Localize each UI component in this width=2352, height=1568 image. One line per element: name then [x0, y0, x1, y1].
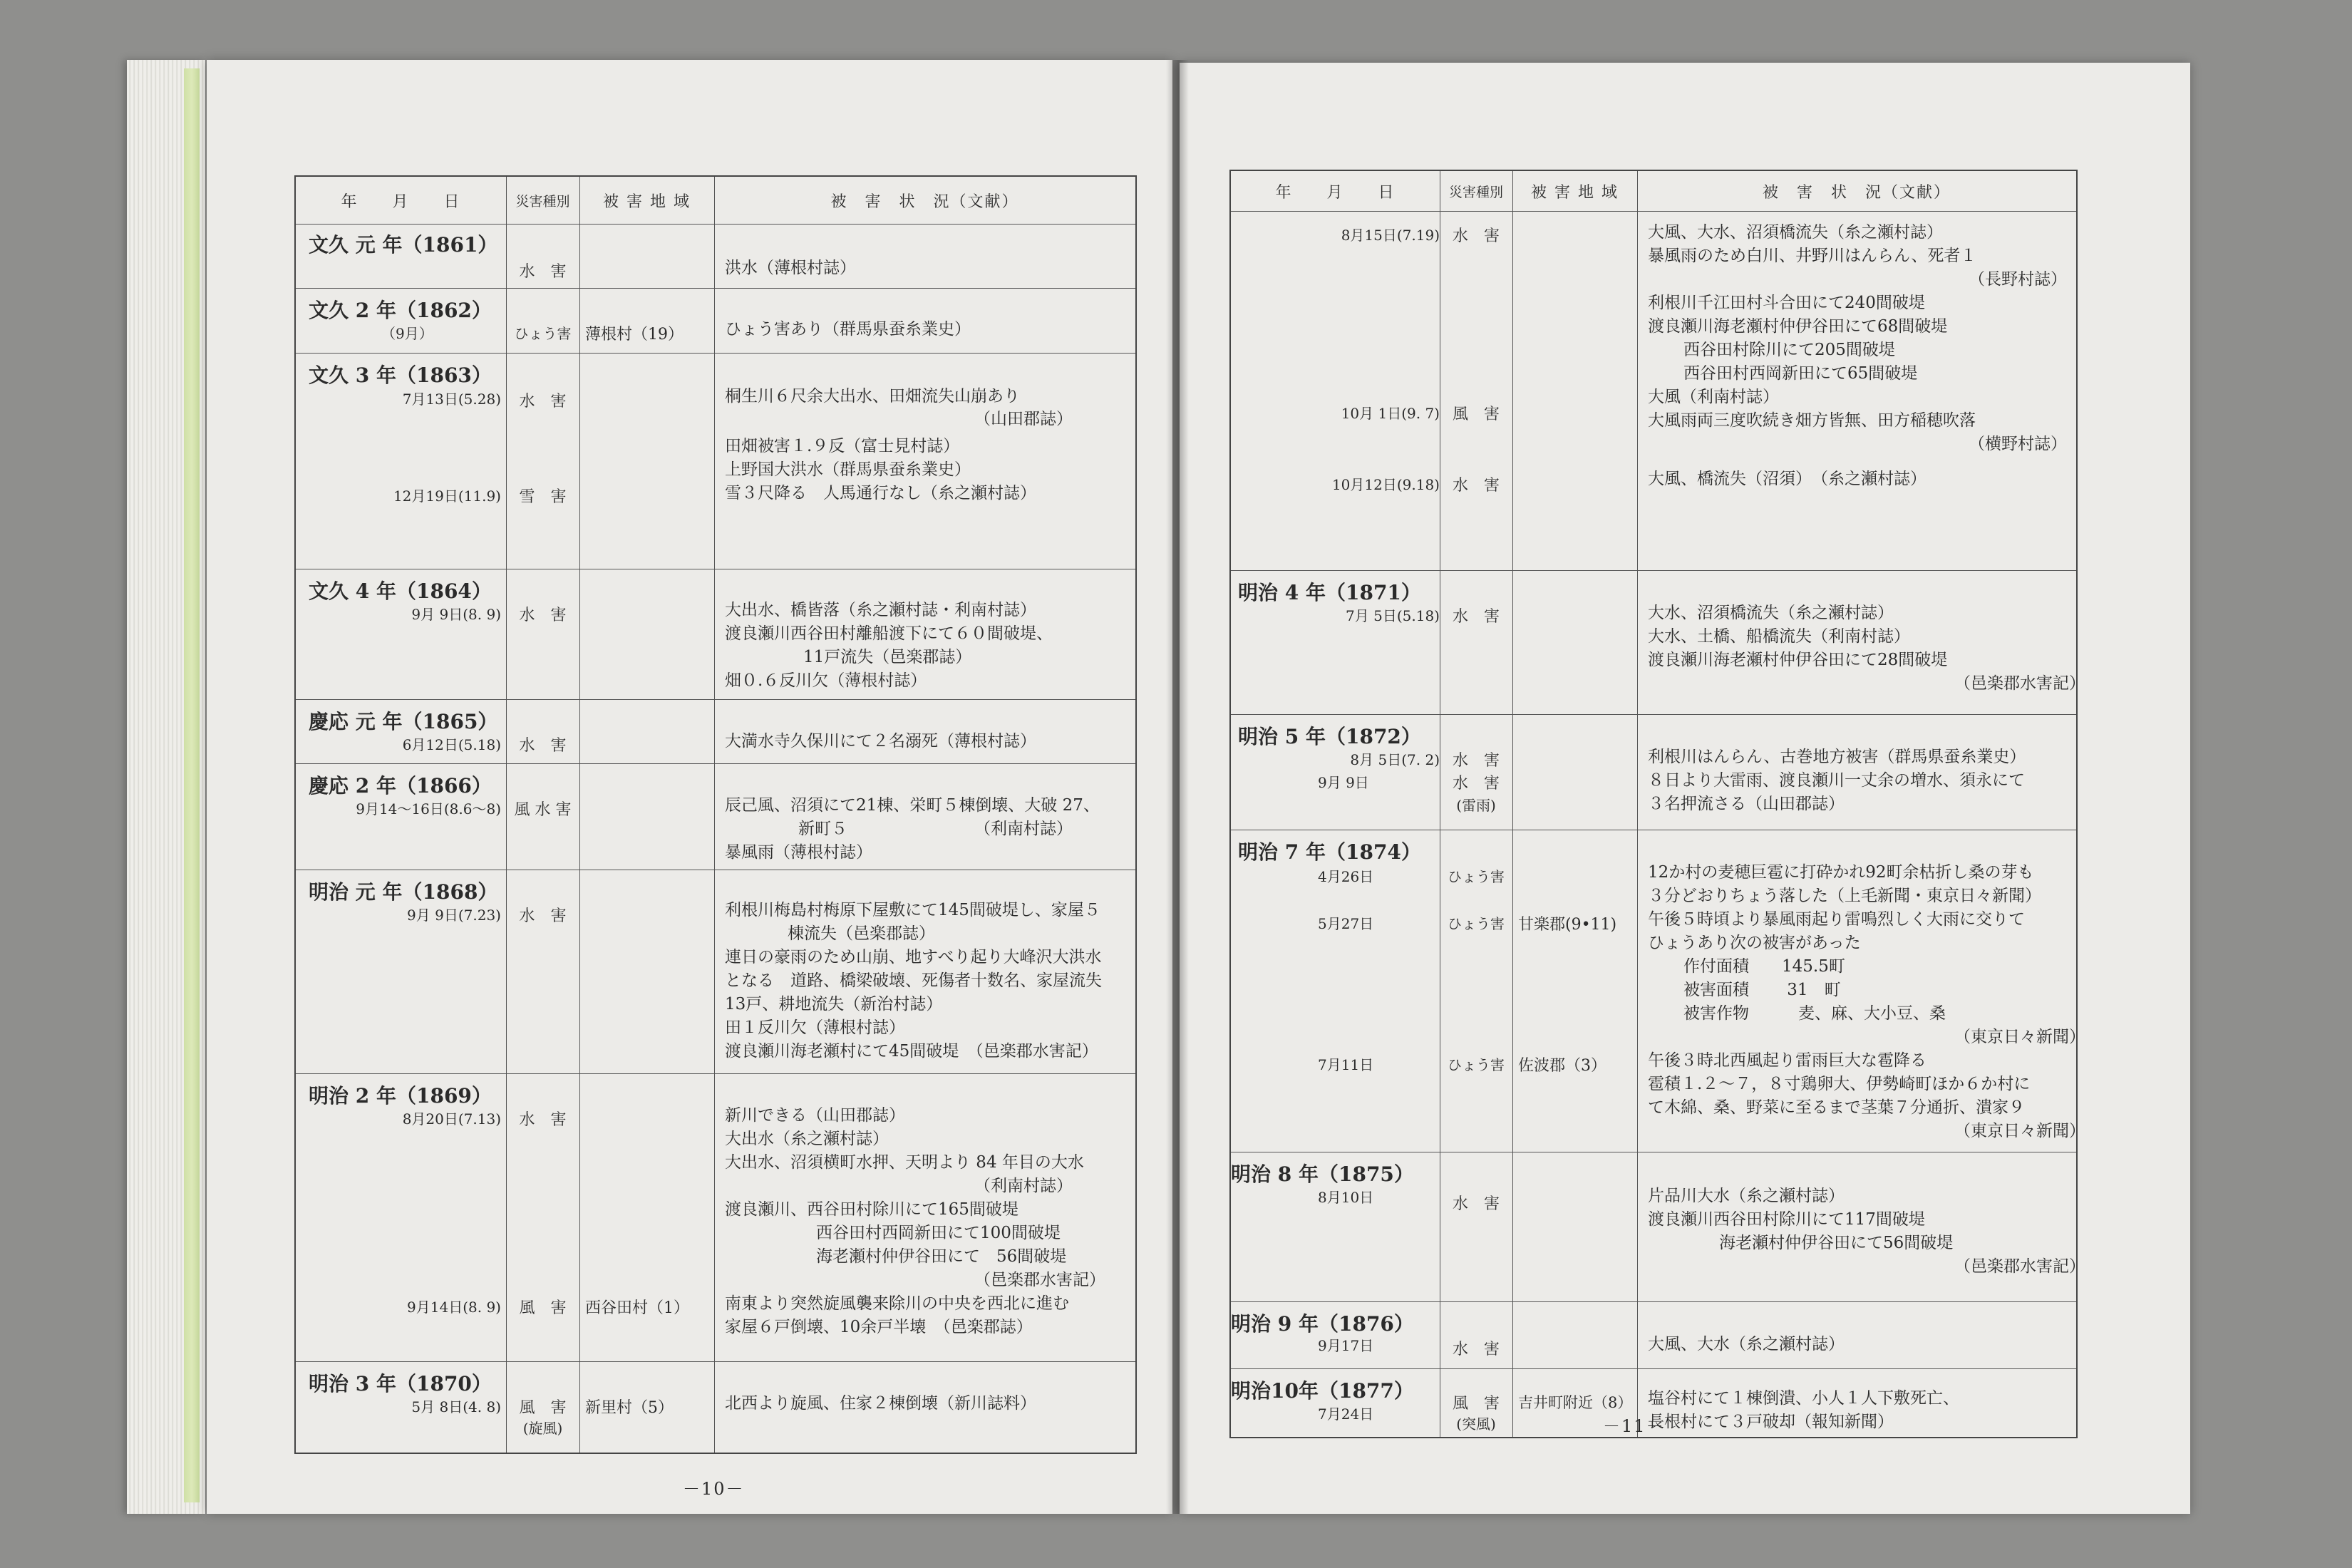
- affected-region: 甘楽郡(9•11): [1518, 916, 1617, 934]
- detail-line: 西谷田村除川にて205間破堤: [1683, 341, 1895, 359]
- detail-line: 午後３時北西風起り雷雨巨大な雹降る: [1648, 1051, 1927, 1070]
- detail-line: 西谷田村西岡新田にて100間破堤: [816, 1224, 1061, 1242]
- detail-line: て木綿、桑、野菜に至るまで茎葉７分通折、潰家９: [1648, 1098, 2025, 1117]
- affected-region: 佐波郡（3）: [1518, 1057, 1606, 1075]
- detail-line: 大風雨両三度吹続き畑方皆無、田方稲穂吹落: [1648, 411, 1976, 430]
- date-detail: 9月 9日(8. 9): [411, 606, 501, 623]
- date-detail: 8月10日: [1318, 1189, 1374, 1206]
- header-category: 災害種別: [515, 193, 570, 210]
- detail-line: 大風、橋流失（沼須） （糸之瀬村誌）: [1648, 470, 1927, 488]
- disaster-category: 雪 害: [519, 488, 567, 506]
- page-number: －11－: [1603, 1416, 1665, 1436]
- date-detail: 12月19日(11.9): [393, 488, 501, 505]
- date-detail: 5月 8日(4. 8): [411, 1398, 501, 1415]
- date-detail: 8月 5日(7. 2): [1350, 751, 1440, 768]
- detail-line: 大出水（糸之瀬村誌）: [725, 1130, 889, 1148]
- left-disaster-table: [294, 175, 1137, 1454]
- era-label: 明治10年（1877）: [1231, 1379, 1414, 1403]
- disaster-category: 水 害: [519, 1111, 567, 1129]
- detail-line: （邑楽郡水害記）: [974, 1271, 1105, 1289]
- detail-line: 西谷田村西岡新田にて65間破堤: [1683, 364, 1918, 383]
- detail-line: 塩谷村にて１棟倒潰、小人１人下敷死亡、: [1648, 1389, 1959, 1408]
- era-label: 文久 元 年（1861）: [309, 233, 498, 257]
- detail-line: 渡良瀬川、西谷田村除川にて165間破堤: [725, 1200, 1018, 1219]
- detail-line: 大水、沼須橋流失（糸之瀬村誌）: [1648, 604, 1894, 622]
- disaster-category: 水 害: [519, 263, 567, 281]
- affected-region: 新里村（5）: [585, 1399, 674, 1417]
- detail-line: 新川できる（山田郡誌）: [725, 1106, 905, 1125]
- date-detail: 9月14〜16日(8.6〜8): [356, 800, 501, 817]
- right-disaster-table: [1229, 170, 2085, 1438]
- disaster-category-note: (旋風): [522, 1420, 563, 1437]
- detail-line: 田畑被害１.９反（富士見村誌）: [725, 437, 960, 455]
- detail-line: 棟流失（邑楽郡誌）: [788, 924, 935, 943]
- header-date: 年 月 日: [341, 192, 461, 211]
- era-label: 文久 4 年（1864）: [309, 579, 492, 603]
- era-label: 文久 3 年（1863）: [309, 363, 492, 387]
- disaster-category: 水 害: [519, 907, 567, 925]
- disaster-category-note: (雷雨): [1456, 797, 1496, 814]
- book-gutter: [1166, 60, 1189, 1514]
- detail-line: ８日より大雷雨、渡良瀬川一丈余の増水、須永にて: [1648, 771, 2025, 790]
- disaster-category: ひょう害: [514, 325, 572, 342]
- disaster-category: 風 害: [519, 1299, 567, 1317]
- era-label: 慶応 元 年（1865）: [309, 710, 498, 733]
- disaster-category-note: (突風): [1456, 1415, 1496, 1433]
- era-label: 明治 9 年（1876）: [1231, 1312, 1414, 1336]
- era-label: 明治 3 年（1870）: [309, 1372, 492, 1396]
- detail-line: ひょう害あり（群馬県蚕糸業史）: [725, 320, 971, 339]
- detail-line: 大水、土橋、船橋流失（利南村誌）: [1648, 627, 1910, 646]
- detail-line: （利南村誌）: [974, 1177, 1073, 1195]
- detail-line: ３分どおりちょう落した（上毛新聞・東京日々新聞）: [1648, 887, 2041, 905]
- disaster-category: 風 害: [519, 1399, 567, 1417]
- disaster-category: 水 害: [519, 393, 567, 411]
- header-region: 被 害 地 域: [1531, 183, 1619, 202]
- detail-line: ひょうあり次の被害があった: [1648, 934, 1861, 952]
- date-detail: 8月15日(7.19): [1341, 227, 1440, 244]
- detail-line: 家屋６戸倒壊、10余戸半壊 （邑楽郡誌）: [725, 1318, 1033, 1336]
- detail-line: 長根村にて３戸破却（報知新聞）: [1648, 1413, 1894, 1431]
- detail-line: （山田郡誌）: [974, 410, 1073, 428]
- affected-region: 吉井町附近（8）: [1518, 1394, 1633, 1411]
- detail-line: 片品川大水（糸之瀬村誌）: [1648, 1187, 1845, 1205]
- date-detail: 9月 9日(7.23): [407, 907, 501, 924]
- detail-line: 大風、大水（糸之瀬村誌）: [1648, 1335, 1845, 1353]
- detail-line: となる 道路、橋梁破壊、死傷者十数名、家屋流失: [725, 971, 1102, 990]
- date-detail: 10月 1日(9. 7): [1341, 405, 1440, 422]
- detail-line: 利根川はんらん、古巻地方被害（群馬県蚕糸業史）: [1648, 748, 2026, 766]
- date-detail: 7月11日: [1318, 1056, 1374, 1073]
- detail-line: 大風、大水、沼須橋流失（糸之瀬村誌）: [1648, 223, 1943, 242]
- disaster-category: 水 害: [1452, 608, 1500, 626]
- disaster-category: ひょう害: [1448, 1056, 1505, 1073]
- era-label: 明治 元 年（1868）: [309, 880, 498, 904]
- disaster-category: 水 害: [1452, 775, 1500, 793]
- disaster-category: 風 水 害: [514, 801, 572, 819]
- detail-line: （東京日々新聞）: [1954, 1122, 2085, 1140]
- detail-line: 被害面積 31 町: [1683, 981, 1841, 999]
- date-detail: 10月12日(9.18): [1331, 476, 1440, 493]
- date-detail: 9月14日(8. 9): [407, 1299, 501, 1316]
- detail-line: ３名押流さる（山田郡誌）: [1648, 795, 1845, 813]
- header-details: 被 害 状 況（文献）: [830, 192, 1019, 211]
- detail-line: 11戸流失（邑楽郡誌）: [803, 648, 972, 666]
- disaster-category: 水 害: [1452, 1195, 1500, 1213]
- affected-region: 薄根村（19）: [585, 326, 684, 344]
- header-date: 年 月 日: [1275, 183, 1396, 202]
- detail-line: 大風（利南村誌）: [1648, 388, 1779, 406]
- detail-line: 洪水（薄根村誌）: [725, 259, 856, 277]
- affected-region: 西谷田村（1）: [585, 1299, 689, 1317]
- colored-page-edge: [184, 68, 200, 1502]
- detail-line: 大出水、橋皆落（糸之瀬村誌・利南村誌）: [725, 601, 1036, 619]
- era-label: 明治 2 年（1869）: [309, 1084, 492, 1108]
- era-label: 文久 2 年（1862）: [309, 299, 492, 322]
- disaster-category: 水 害: [1452, 227, 1500, 245]
- disaster-category: 水 害: [1452, 1341, 1500, 1358]
- detail-line: 雪３尺降る 人馬通行なし（糸之瀬村誌）: [725, 484, 1036, 502]
- detail-line: 南東より突然旋風襲来除川の中央を西北に進む: [725, 1294, 1069, 1313]
- date-detail: 4月26日: [1318, 868, 1374, 885]
- detail-line: 渡良瀬川西谷田村離船渡下にて６０間破堤、: [725, 624, 1053, 643]
- header-region: 被 害 地 域: [603, 192, 691, 211]
- date-detail: 9月 9日: [1318, 774, 1369, 791]
- detail-line: 辰己風、沼須にて21棟、栄町５棟倒壊、大破 27、: [725, 796, 1100, 815]
- disaster-category: 風 害: [1452, 1395, 1500, 1413]
- disaster-category: 水 害: [519, 607, 567, 624]
- era-label: 明治 5 年（1872）: [1238, 725, 1421, 748]
- detail-line: 渡良瀬川西谷田村除川にて117間破堤: [1648, 1210, 1925, 1229]
- detail-line: （長野村誌）: [1969, 270, 2067, 289]
- detail-line: 田１反川欠（薄根村誌）: [725, 1018, 905, 1037]
- era-label: 明治 4 年（1871）: [1238, 581, 1421, 604]
- date-detail: 9月17日: [1318, 1337, 1374, 1354]
- detail-line: 海老瀬村仲伊谷田にて 56間破堤: [816, 1247, 1067, 1266]
- detail-line: 渡良瀬川海老瀬村仲伊谷田にて68間破堤: [1648, 317, 1948, 336]
- detail-line: （利南村誌）: [974, 820, 1073, 838]
- date-detail: 8月20日(7.13): [402, 1110, 501, 1128]
- detail-line: 被害作物 麦、麻、大小豆、桑: [1683, 1004, 1946, 1023]
- era-label: 明治 8 年（1875）: [1231, 1162, 1414, 1186]
- detail-line: （横野村誌）: [1969, 435, 2067, 453]
- date-detail: （9月）: [381, 325, 433, 342]
- disaster-category: 水 害: [1452, 752, 1500, 770]
- detail-line: 畑０.６反川欠（薄根村誌）: [725, 671, 927, 690]
- era-label: 明治 7 年（1874）: [1238, 840, 1421, 864]
- detail-line: 大満水寺久保川にて２名溺死（薄根村誌）: [725, 732, 1036, 751]
- detail-line: 利根川梅島村梅原下屋敷にて145間破堤し、家屋５: [725, 901, 1100, 919]
- disaster-category: 水 害: [1452, 477, 1500, 495]
- detail-line: 12か村の麦穂巨雹に打砕かれ92町余枯折し桑の芽も: [1648, 863, 2034, 882]
- date-detail: 7月24日: [1318, 1405, 1374, 1423]
- detail-line: 海老瀬村仲伊谷田にて56間破堤: [1719, 1234, 1954, 1252]
- detail-line: 作付面積 145.5町: [1683, 957, 1845, 976]
- date-detail: 5月27日: [1318, 915, 1374, 932]
- detail-line: （邑楽郡水害記）: [1954, 674, 2085, 693]
- era-label: 慶応 2 年（1866）: [309, 774, 492, 798]
- detail-line: 新町５: [798, 820, 847, 838]
- detail-line: （邑楽郡水害記）: [1954, 1257, 2085, 1276]
- left-page: [207, 60, 1172, 1514]
- detail-line: 渡良瀬川海老瀬村にて45間破堤 （邑楽郡水害記）: [725, 1042, 1098, 1061]
- detail-line: （東京日々新聞）: [1954, 1028, 2085, 1046]
- detail-line: 午後５時頃より暴風雨起り雷鳴烈しく大雨に交りて: [1648, 910, 2025, 929]
- header-category: 災害種別: [1448, 184, 1503, 200]
- detail-line: 大出水、沼須横町水押、天明より 84 年目の大水: [725, 1153, 1084, 1172]
- disaster-category: ひょう害: [1448, 868, 1505, 885]
- detail-line: 暴風雨（薄根村誌）: [725, 843, 872, 862]
- disaster-category: ひょう害: [1448, 915, 1505, 932]
- detail-line: 北西より旋風、住家２棟倒壊（新川誌料）: [725, 1394, 1036, 1413]
- detail-line: 上野国大洪水（群馬県蚕糸業史）: [725, 460, 971, 479]
- disaster-category: 風 害: [1452, 406, 1500, 423]
- date-detail: 7月13日(5.28): [402, 391, 501, 408]
- detail-line: 13戸、耕地流失（新治村誌）: [725, 995, 943, 1013]
- date-detail: 6月12日(5.18): [402, 736, 501, 753]
- detail-line: 暴風雨のため白川、井野川はんらん、死者１: [1648, 247, 1977, 265]
- right-page: [1180, 63, 2190, 1514]
- date-detail: 7月 5日(5.18): [1346, 607, 1440, 624]
- header-details: 被 害 状 況（文献）: [1762, 183, 1951, 202]
- detail-line: 利根川千江田村斗合田にて240間破堤: [1648, 294, 1925, 312]
- page-number: －10－: [683, 1479, 745, 1499]
- detail-line: 桐生川６尺余大出水、田畑流失山崩あり: [725, 387, 1020, 406]
- disaster-category: 水 害: [519, 737, 567, 755]
- detail-line: 連日の豪雨のため山崩、地すべり起り大峰沢大洪水: [725, 948, 1102, 966]
- detail-line: 雹積１.２〜７，８寸鶏卵大、伊勢崎町ほか６か村に: [1648, 1075, 2031, 1093]
- detail-line: 渡良瀬川海老瀬村仲伊谷田にて28間破堤: [1648, 651, 1948, 669]
